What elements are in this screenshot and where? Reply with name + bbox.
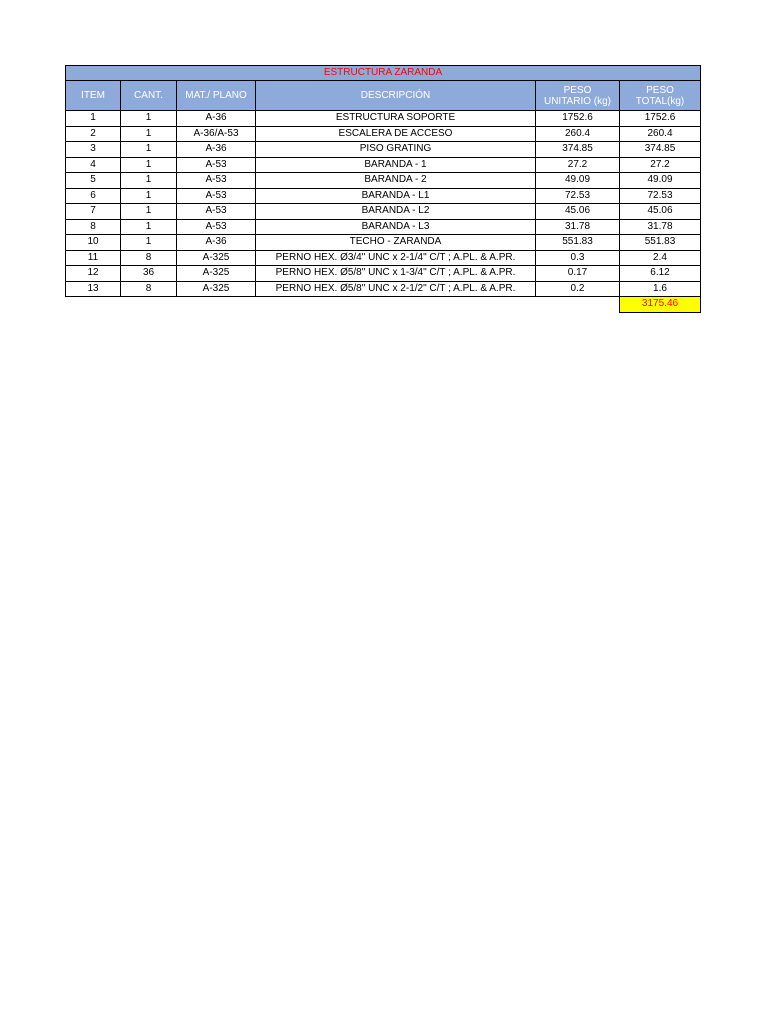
cell-item[interactable]: 13 xyxy=(66,281,121,297)
table-row xyxy=(66,188,701,204)
cell-peso-unitario[interactable]: 72.53 xyxy=(536,188,620,204)
cell-peso-unitario[interactable]: 260.4 xyxy=(536,126,620,142)
cell-descripcion[interactable]: ESTRUCTURA SOPORTE xyxy=(256,111,536,127)
cell-peso-total[interactable]: 1752.6 xyxy=(620,111,701,127)
cell-cant[interactable]: 1 xyxy=(121,204,177,220)
cell-mat-plano[interactable]: A-36 xyxy=(177,235,256,251)
cell-cant[interactable]: 1 xyxy=(121,235,177,251)
cell-item[interactable]: 10 xyxy=(66,235,121,251)
empty-cell[interactable] xyxy=(121,297,177,313)
cell-mat-plano[interactable]: A-325 xyxy=(177,281,256,297)
cell-peso-unitario[interactable]: 0.17 xyxy=(536,266,620,282)
cell-item[interactable]: 3 xyxy=(66,142,121,158)
cell-item[interactable]: 6 xyxy=(66,188,121,204)
empty-cell[interactable] xyxy=(66,297,121,313)
cell-descripcion[interactable]: PERNO HEX. Ø5/8" UNC x 1-3/4" C/T ; A.PL. & A.PR. xyxy=(256,266,536,282)
cell-descripcion[interactable]: TECHO - ZARANDA xyxy=(256,235,536,251)
header-descripcion[interactable]: DESCRIPCIÓN xyxy=(256,81,536,111)
cell-descripcion[interactable]: PISO GRATING xyxy=(256,142,536,158)
cell-cant[interactable]: 1 xyxy=(121,173,177,189)
cell-item[interactable]: 11 xyxy=(66,250,121,266)
cell-peso-total[interactable]: 6.12 xyxy=(620,266,701,282)
cell-peso-unitario[interactable]: 27.2 xyxy=(536,157,620,173)
cell-peso-unitario[interactable]: 0.3 xyxy=(536,250,620,266)
header-row xyxy=(66,81,701,111)
cell-peso-total[interactable]: 49.09 xyxy=(620,173,701,189)
cell-item[interactable]: 4 xyxy=(66,157,121,173)
cell-cant[interactable]: 1 xyxy=(121,111,177,127)
cell-mat-plano[interactable]: A-36 xyxy=(177,111,256,127)
cell-cant[interactable]: 8 xyxy=(121,250,177,266)
table-row xyxy=(66,142,701,158)
table-row xyxy=(66,204,701,220)
table-row xyxy=(66,250,701,266)
table-row xyxy=(66,126,701,142)
cell-mat-plano[interactable]: A-53 xyxy=(177,219,256,235)
cell-mat-plano[interactable]: A-36/A-53 xyxy=(177,126,256,142)
cell-peso-total[interactable]: 72.53 xyxy=(620,188,701,204)
cell-item[interactable]: 1 xyxy=(66,111,121,127)
table-row xyxy=(66,157,701,173)
cell-cant[interactable]: 36 xyxy=(121,266,177,282)
cell-item[interactable]: 12 xyxy=(66,266,121,282)
cell-mat-plano[interactable]: A-53 xyxy=(177,204,256,220)
cell-mat-plano[interactable]: A-53 xyxy=(177,157,256,173)
cell-peso-unitario[interactable]: 49.09 xyxy=(536,173,620,189)
cell-descripcion[interactable]: BARANDA - L3 xyxy=(256,219,536,235)
cell-descripcion[interactable]: PERNO HEX. Ø3/4" UNC x 2-1/4" C/T ; A.PL. & A.PR. xyxy=(256,250,536,266)
cell-peso-total[interactable]: 45.06 xyxy=(620,204,701,220)
cell-cant[interactable]: 8 xyxy=(121,281,177,297)
header-peso-unitario[interactable]: PESO UNITARIO (kg) xyxy=(536,81,620,111)
header-item[interactable]: ITEM xyxy=(66,81,121,111)
cell-descripcion[interactable]: BARANDA - L2 xyxy=(256,204,536,220)
table-row xyxy=(66,173,701,189)
cell-item[interactable]: 2 xyxy=(66,126,121,142)
table-row xyxy=(66,266,701,282)
empty-cell[interactable] xyxy=(177,297,256,313)
cell-cant[interactable]: 1 xyxy=(121,142,177,158)
cell-descripcion[interactable]: BARANDA - L1 xyxy=(256,188,536,204)
cell-mat-plano[interactable]: A-36 xyxy=(177,142,256,158)
cell-peso-total[interactable]: 2.4 xyxy=(620,250,701,266)
table-title[interactable]: ESTRUCTURA ZARANDA xyxy=(66,66,701,81)
total-row xyxy=(66,297,701,313)
spreadsheet-sheet xyxy=(65,65,700,313)
table-body xyxy=(66,111,701,297)
cell-cant[interactable]: 1 xyxy=(121,157,177,173)
table-row xyxy=(66,281,701,297)
cell-peso-total[interactable]: 260.4 xyxy=(620,126,701,142)
cell-item[interactable]: 8 xyxy=(66,219,121,235)
cell-descripcion[interactable]: BARANDA - 1 xyxy=(256,157,536,173)
table-row xyxy=(66,111,701,127)
header-peso-total[interactable]: PESO TOTAL(kg) xyxy=(620,81,701,111)
cell-descripcion[interactable]: PERNO HEX. Ø5/8" UNC x 2-1/2" C/T ; A.PL. & A.PR. xyxy=(256,281,536,297)
cell-peso-unitario[interactable]: 45.06 xyxy=(536,204,620,220)
cell-peso-unitario[interactable]: 1752.6 xyxy=(536,111,620,127)
cell-peso-total[interactable]: 27.2 xyxy=(620,157,701,173)
title-row xyxy=(66,66,701,81)
grand-total-cell[interactable]: 3175.46 xyxy=(620,297,701,313)
cell-peso-unitario[interactable]: 551.83 xyxy=(536,235,620,251)
cell-peso-unitario[interactable]: 31.78 xyxy=(536,219,620,235)
cell-cant[interactable]: 1 xyxy=(121,126,177,142)
cell-descripcion[interactable]: BARANDA - 2 xyxy=(256,173,536,189)
header-mat-plano[interactable]: MAT./ PLANO xyxy=(177,81,256,111)
weight-table xyxy=(65,65,701,313)
cell-mat-plano[interactable]: A-53 xyxy=(177,173,256,189)
header-cant[interactable]: CANT. xyxy=(121,81,177,111)
cell-cant[interactable]: 1 xyxy=(121,188,177,204)
cell-mat-plano[interactable]: A-325 xyxy=(177,250,256,266)
cell-mat-plano[interactable]: A-325 xyxy=(177,266,256,282)
cell-peso-unitario[interactable]: 0.2 xyxy=(536,281,620,297)
cell-peso-unitario[interactable]: 374.85 xyxy=(536,142,620,158)
cell-peso-total[interactable]: 551.83 xyxy=(620,235,701,251)
cell-descripcion[interactable]: ESCALERA DE ACCESO xyxy=(256,126,536,142)
cell-item[interactable]: 5 xyxy=(66,173,121,189)
empty-cell[interactable] xyxy=(256,297,536,313)
cell-peso-total[interactable]: 1.6 xyxy=(620,281,701,297)
cell-peso-total[interactable]: 31.78 xyxy=(620,219,701,235)
table-row xyxy=(66,219,701,235)
empty-cell[interactable] xyxy=(536,297,620,313)
cell-peso-total[interactable]: 374.85 xyxy=(620,142,701,158)
cell-item[interactable]: 7 xyxy=(66,204,121,220)
table-row xyxy=(66,235,701,251)
cell-cant[interactable]: 1 xyxy=(121,219,177,235)
cell-mat-plano[interactable]: A-53 xyxy=(177,188,256,204)
